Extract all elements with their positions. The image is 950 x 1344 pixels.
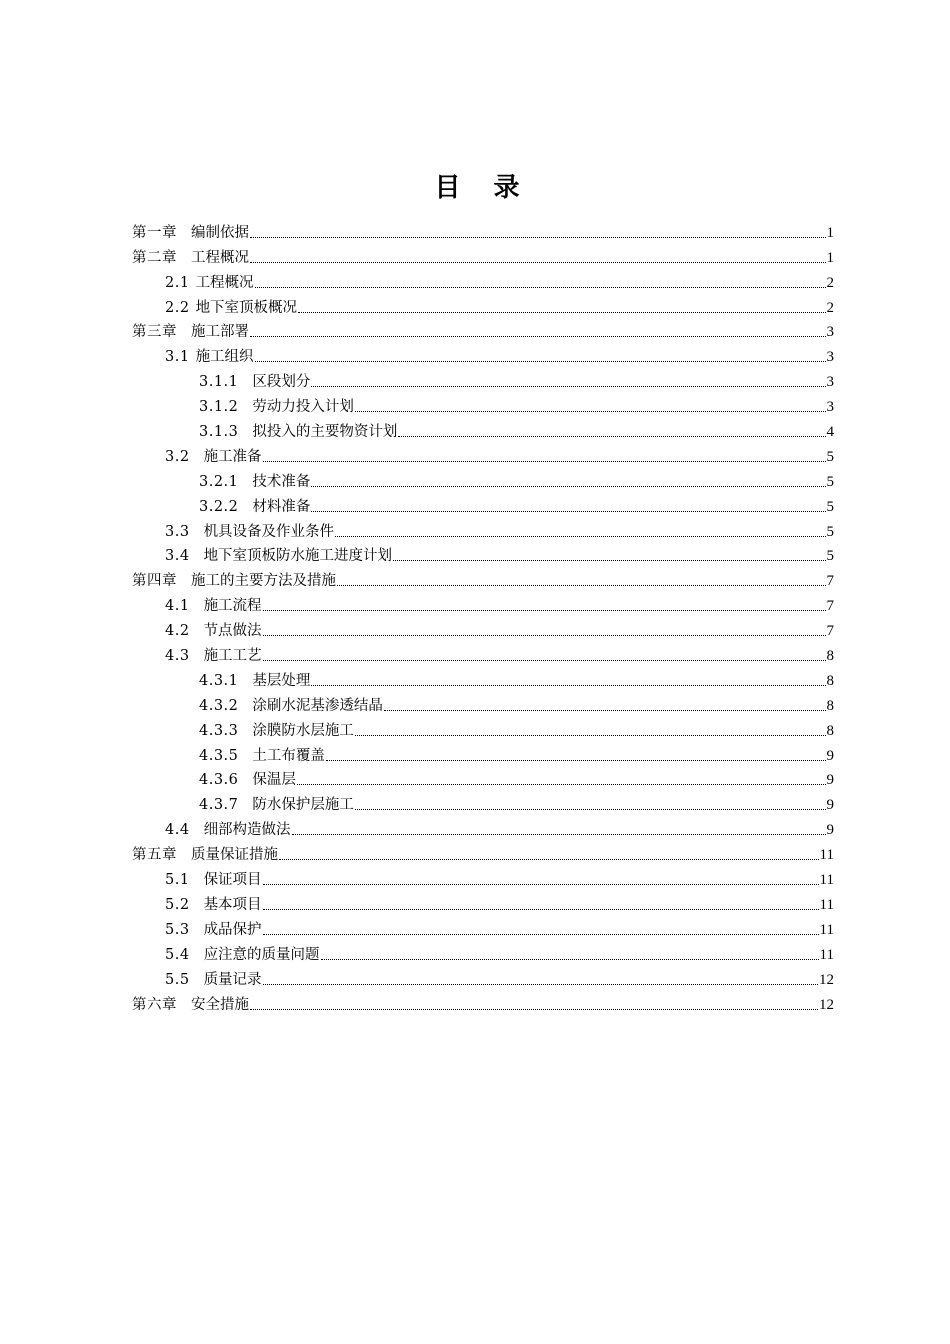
toc-entry-page-number: 7: [826, 623, 834, 640]
toc-title: 目 录: [434, 173, 532, 203]
toc-entry[interactable]: [132, 741, 834, 766]
toc-entry[interactable]: [132, 566, 834, 591]
toc-entry-page-number: 4: [826, 424, 834, 441]
toc-entry-number: 3.1.2: [199, 399, 239, 416]
toc-entry-title: 施工准备: [203, 448, 262, 465]
toc-entry-page-number: 3: [826, 399, 834, 416]
toc-entry-number: 3.2.1: [199, 473, 239, 490]
toc-entry[interactable]: [132, 392, 834, 417]
toc-entry-page-number: 7: [826, 598, 834, 615]
toc-entry[interactable]: [132, 691, 834, 716]
toc-dot-leader: [255, 360, 826, 362]
toc-entry-number: 第二章: [132, 249, 177, 266]
toc-entry[interactable]: [132, 517, 834, 542]
toc-entry-title: 土工布覆盖: [252, 747, 325, 764]
toc-entry[interactable]: [132, 467, 834, 492]
toc-entry-page-number: 11: [819, 872, 834, 889]
toc-dot-leader: [335, 535, 825, 537]
toc-entry-number: 2.1: [165, 274, 190, 291]
toc-entry[interactable]: [132, 766, 834, 791]
toc-entry-number: 第四章: [132, 573, 177, 590]
toc-dot-leader: [279, 858, 819, 860]
toc-entry-title: 施工组织: [195, 349, 254, 366]
toc-dot-leader: [250, 236, 826, 238]
toc-entry[interactable]: [132, 492, 834, 517]
toc-entry-number: 4.4: [165, 822, 190, 839]
toc-entry-page-number: 5: [826, 523, 834, 540]
toc-entry[interactable]: [132, 442, 834, 467]
toc-entry-title: 基本项目: [203, 896, 262, 913]
toc-entry-title: 区段划分: [252, 374, 311, 391]
toc-entry-page-number: 11: [819, 921, 834, 938]
toc-entry-page-number: 9: [826, 747, 834, 764]
toc-dot-leader: [263, 983, 818, 985]
toc-dot-leader: [311, 510, 825, 512]
toc-entry-page-number: 8: [826, 648, 834, 665]
toc-entry-page-number: 2: [826, 299, 834, 316]
toc-entry-number: 4.3.7: [199, 797, 239, 814]
toc-entry-title: 地下室顶板概况: [195, 299, 298, 316]
toc-entry[interactable]: [132, 318, 834, 343]
toc-entry[interactable]: [132, 716, 834, 741]
toc-entry-number: 4.1: [165, 598, 190, 615]
toc-entry[interactable]: [132, 293, 834, 318]
toc-entry-title: 地下室顶板防水施工进度计划: [203, 548, 393, 565]
toc-entry[interactable]: [132, 268, 834, 293]
toc-entry-page-number: 11: [819, 847, 834, 864]
toc-entry-number: 3.2.2: [199, 498, 239, 515]
toc-entry-title: 拟投入的主要物资计划: [252, 424, 398, 441]
toc-entry-title: 质量保证措施: [191, 847, 278, 864]
toc-dot-leader: [250, 1008, 818, 1010]
toc-entry-number: 5.5: [165, 971, 190, 988]
toc-entry-title: 施工工艺: [203, 648, 262, 665]
toc-entry[interactable]: [132, 840, 834, 865]
toc-entry-title: 防水保护层施工: [252, 797, 354, 814]
toc-entry-page-number: 12: [819, 971, 834, 988]
toc-entry[interactable]: [132, 367, 834, 392]
toc-dot-leader: [263, 659, 826, 661]
toc-dot-leader: [263, 609, 826, 611]
toc-entry[interactable]: [132, 890, 834, 915]
toc-dot-leader: [292, 833, 826, 835]
toc-entry-title: 细部构造做法: [203, 822, 291, 839]
toc-entry-number: 4.3.5: [199, 747, 239, 764]
toc-entry-title: 技术准备: [252, 473, 311, 490]
toc-entry-title: 施工部署: [191, 324, 249, 341]
toc-entry-title: 编制依据: [191, 224, 249, 241]
toc-entry-page-number: 5: [826, 448, 834, 465]
toc-entry-title: 涂膜防水层施工: [252, 722, 354, 739]
toc-entry-number: 第五章: [132, 847, 177, 864]
toc-entry-title: 机具设备及作业条件: [203, 523, 335, 540]
toc-entry-title: 工程概况: [191, 249, 249, 266]
toc-dot-leader: [263, 883, 819, 885]
toc-entry-number: 第一章: [132, 224, 177, 241]
toc-entry-title: 质量记录: [203, 971, 262, 988]
toc-entry-number: 3.2: [165, 448, 190, 465]
toc-dot-leader: [384, 709, 826, 711]
toc-entry[interactable]: [132, 641, 834, 666]
toc-entry-number: 4.3.3: [199, 722, 239, 739]
toc-entry-page-number: 8: [826, 697, 834, 714]
toc-entry[interactable]: [132, 243, 834, 268]
toc-entry-page-number: 9: [826, 772, 834, 789]
toc-entry-title: 节点做法: [203, 623, 262, 640]
toc-entry-number: 4.3.1: [199, 672, 239, 689]
toc-entry-page-number: 9: [826, 822, 834, 839]
toc-entry[interactable]: [132, 218, 834, 243]
toc-entry[interactable]: [132, 990, 834, 1015]
toc-entry-number: 5.2: [165, 896, 190, 913]
toc-entry[interactable]: [132, 815, 834, 840]
toc-dot-leader: [263, 460, 826, 462]
toc-entry-number: 4.3: [165, 648, 190, 665]
toc-entry[interactable]: [132, 591, 834, 616]
toc-dot-leader: [321, 958, 819, 960]
toc-entry-title: 劳动力投入计划: [252, 399, 354, 416]
toc-entry-title: 工程概况: [195, 274, 254, 291]
toc-dot-leader: [355, 410, 826, 412]
toc-dot-leader: [263, 634, 826, 636]
table-of-contents: [132, 218, 834, 1015]
toc-entry-number: 第三章: [132, 324, 177, 341]
toc-dot-leader: [355, 734, 826, 736]
toc-entry-number: 5.3: [165, 921, 190, 938]
toc-dot-leader: [297, 783, 826, 785]
toc-entry-page-number: 7: [826, 573, 834, 590]
toc-dot-leader: [263, 908, 819, 910]
toc-entry-title: 基层处理: [252, 672, 311, 689]
toc-entry-page-number: 1: [826, 224, 834, 241]
toc-entry[interactable]: [132, 542, 834, 567]
toc-entry-number: 第六章: [132, 996, 177, 1013]
toc-dot-leader: [255, 286, 826, 288]
toc-entry-page-number: 1: [826, 249, 834, 266]
toc-entry-page-number: 3: [826, 374, 834, 391]
toc-entry-number: 5.1: [165, 872, 190, 889]
toc-entry[interactable]: [132, 616, 834, 641]
toc-entry[interactable]: [132, 790, 834, 815]
toc-entry-number: 2.2: [165, 299, 190, 316]
toc-entry-number: 4.2: [165, 623, 190, 640]
toc-entry-number: 3.3: [165, 523, 190, 540]
toc-dot-leader: [250, 335, 826, 337]
toc-entry-number: 4.3.6: [199, 772, 239, 789]
toc-entry-title: 施工的主要方法及措施: [191, 573, 336, 590]
toc-entry-page-number: 8: [826, 722, 834, 739]
toc-entry-page-number: 12: [819, 996, 834, 1013]
toc-entry-number: 5.4: [165, 946, 190, 963]
toc-entry-title: 安全措施: [191, 996, 249, 1013]
toc-entry-page-number: 9: [826, 797, 834, 814]
toc-dot-leader: [263, 933, 819, 935]
toc-dot-leader: [355, 808, 826, 810]
toc-entry-number: 3.1.1: [199, 374, 239, 391]
toc-entry-page-number: 5: [826, 473, 834, 490]
toc-entry-page-number: 2: [826, 274, 834, 291]
toc-entry[interactable]: [132, 666, 834, 691]
toc-entry-page-number: 11: [819, 896, 834, 913]
toc-dot-leader: [311, 485, 825, 487]
toc-entry-title: 施工流程: [203, 598, 262, 615]
toc-entry-title: 成品保护: [203, 921, 262, 938]
toc-dot-leader: [298, 311, 825, 313]
toc-entry-title: 材料准备: [252, 498, 311, 515]
toc-entry-title: 保证项目: [203, 872, 262, 889]
toc-entry[interactable]: [132, 940, 834, 965]
toc-entry-page-number: 8: [826, 672, 834, 689]
toc-entry[interactable]: [132, 342, 834, 367]
toc-entry-page-number: 5: [826, 498, 834, 515]
toc-entry-title: 涂刷水泥基渗透结晶: [252, 697, 383, 714]
toc-entry[interactable]: [132, 965, 834, 990]
toc-entry-number: 3.1: [165, 349, 190, 366]
toc-entry-title: 保温层: [252, 772, 296, 789]
toc-dot-leader: [311, 684, 825, 686]
toc-dot-leader: [393, 559, 825, 561]
toc-dot-leader: [250, 261, 826, 263]
toc-entry-number: 3.4: [165, 548, 190, 565]
toc-entry-page-number: 3: [826, 324, 834, 341]
toc-entry[interactable]: [132, 915, 834, 940]
toc-entry-page-number: 5: [826, 548, 834, 565]
toc-dot-leader: [326, 759, 826, 761]
toc-entry-page-number: 3: [826, 349, 834, 366]
toc-entry-page-number: 11: [819, 946, 834, 963]
toc-entry[interactable]: [132, 865, 834, 890]
toc-dot-leader: [337, 584, 826, 586]
toc-entry-number: 4.3.2: [199, 697, 239, 714]
toc-dot-leader: [398, 435, 825, 437]
toc-entry[interactable]: [132, 417, 834, 442]
toc-dot-leader: [311, 385, 825, 387]
toc-entry-number: 3.1.3: [199, 424, 239, 441]
toc-entry-title: 应注意的质量问题: [203, 946, 320, 963]
